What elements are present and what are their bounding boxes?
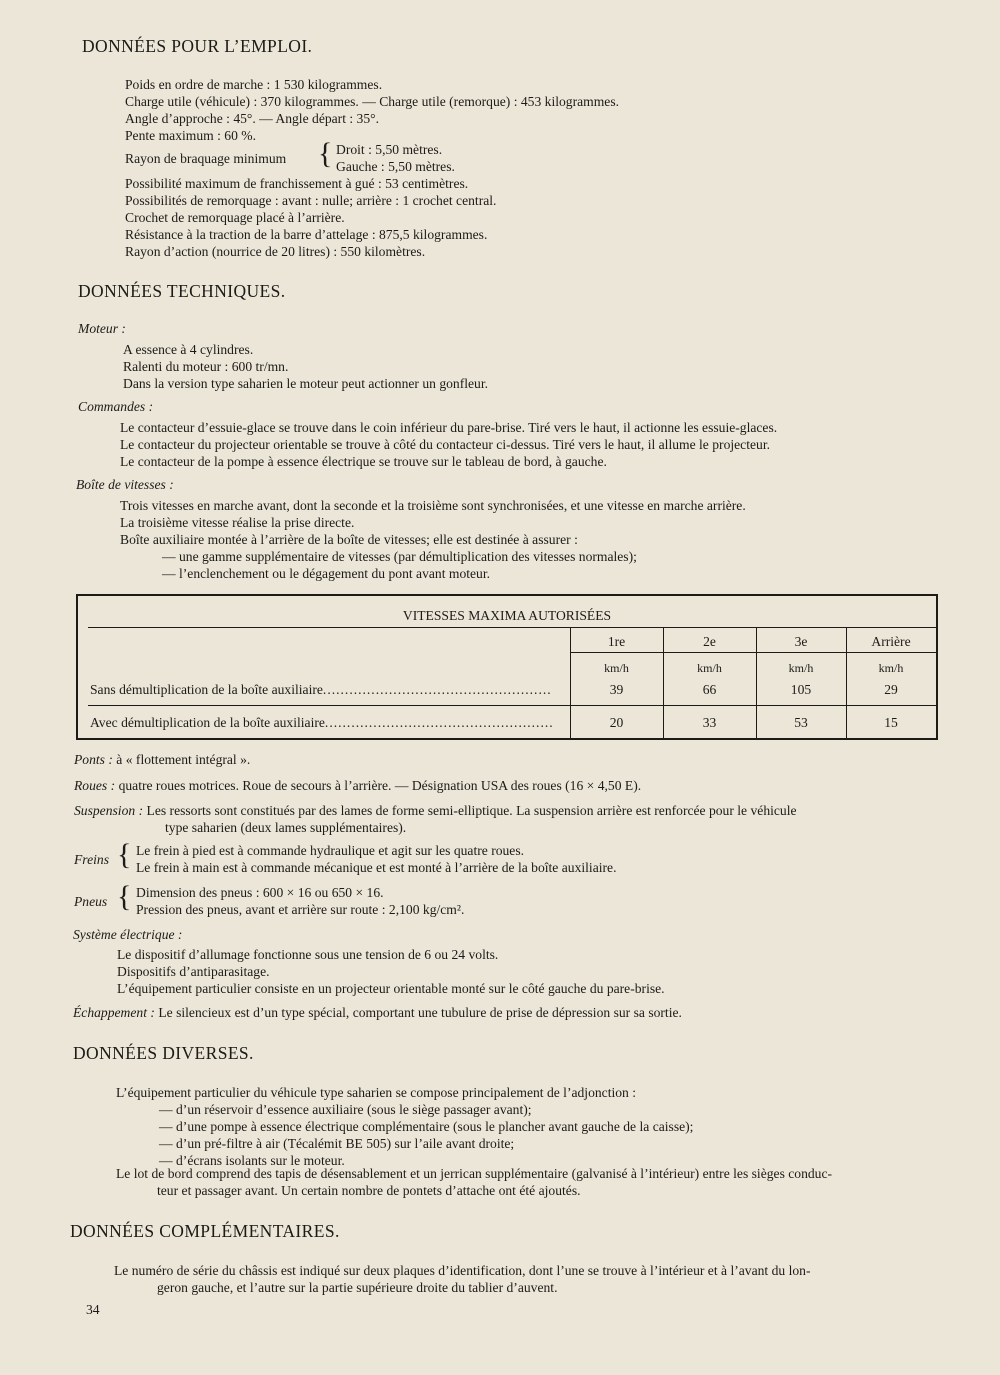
header-rule	[570, 652, 936, 653]
commandes-line: Le contacteur de la pompe à essence électrique se trouve sur le tableau de bord, à gauche.	[120, 454, 607, 469]
emploi-line: Crochet de remorquage placé à l’arrière.	[125, 210, 345, 225]
table-row-label	[90, 681, 568, 698]
emploi-line: Charge utile (véhicule) : 370 kilogrammes. — Charge utile (remorque) : 453 kilogrammes.	[125, 94, 620, 109]
boite-line: La troisième vitesse réalise la prise directe.	[120, 515, 355, 530]
section-title-diverses: DONNÉES DIVERSES.	[73, 1043, 254, 1063]
elec-label: Système électrique :	[73, 927, 183, 942]
commandes-label: Commandes :	[78, 399, 154, 414]
pneus-line: Dimension des pneus : 600 × 16 ou 650 × 16.	[136, 885, 384, 900]
section-title-emploi: DONNÉES POUR L’EMPLOI.	[82, 36, 313, 56]
table-cell: 39	[609, 682, 624, 697]
freins-label: Freins	[74, 852, 109, 867]
roues-label: Roues :	[74, 778, 116, 793]
diverses-item: — d’un réservoir d’essence auxiliaire (sous le siège passager avant);	[159, 1102, 532, 1117]
header-3e: 3e	[794, 634, 808, 649]
suspension-line	[74, 802, 797, 819]
emploi-block-2	[125, 175, 496, 260]
elec-block	[117, 946, 665, 997]
emploi-line: Pente maximum : 60 %.	[125, 128, 257, 143]
row-label-text: Avec démultiplication de la boîte auxiliaire	[90, 715, 325, 730]
emploi-line: Résistance à la traction de la barre d’attelage : 875,5 kilogrammes.	[125, 227, 488, 242]
leader-dots: ....................................................	[322, 682, 552, 697]
emploi-line: Possibilités de remorquage : avant : nulle; arrière : 1 crochet central.	[125, 193, 497, 208]
elec-line: Dispositifs d’antiparasitage.	[117, 964, 270, 979]
table-cell: 105	[790, 682, 812, 697]
emploi-block	[125, 76, 619, 144]
table-rule	[88, 627, 936, 628]
brace-icon: {	[318, 137, 333, 170]
ponts-line	[74, 751, 250, 768]
header-2e: 2e	[703, 634, 716, 649]
rayon-droit: Droit : 5,50 mètres.	[336, 142, 443, 157]
emploi-line: Poids en ordre de marche : 1 530 kilogrammes.	[125, 77, 383, 92]
unit-cell: km/h	[878, 661, 904, 675]
lot-line-2: teur et passager avant. Un certain nombre de pontets d’attache ont été ajoutés.	[157, 1183, 581, 1198]
boite-item: — une gamme supplémentaire de vitesses (par démultiplication des vitesses normales);	[162, 549, 637, 564]
table-cell: 20	[609, 715, 624, 730]
table-cell: 15	[884, 715, 898, 730]
suspension-text-2: type saharien (deux lames supplémentaires).	[165, 820, 407, 835]
boite-block	[120, 497, 746, 548]
row-label-text: Sans démultiplication de la boîte auxiliaire	[90, 682, 323, 697]
rayon-values	[336, 141, 455, 175]
pneus-label: Pneus	[74, 894, 108, 909]
unit-cell: km/h	[697, 661, 722, 675]
complementaires-line-2: geron gauche, et l’autre sur la partie supérieure droite du tablier d’auvent.	[157, 1280, 558, 1295]
ponts-text: à « flottement intégral ».	[116, 752, 251, 767]
echappement-label: Échappement :	[73, 1005, 155, 1020]
commandes-line: Le contacteur d’essuie-glace se trouve dans le coin inférieur du pare-brise. Tiré vers le haut, il actionne les essuie-glaces.	[120, 420, 778, 435]
moteur-block	[123, 341, 488, 392]
boite-item: — l’enclenchement ou le dégagement du pont avant moteur.	[162, 566, 491, 581]
table-cell: 66	[702, 682, 717, 697]
boite-line: Trois vitesses en marche avant, dont la seconde et la troisième sont synchronisées, et une vitesse en marche arrière.	[120, 498, 746, 513]
boite-items	[162, 548, 637, 582]
emploi-line: Rayon d’action (nourrice de 20 litres) : 550 kilomètres.	[125, 244, 426, 259]
diverses-item: — d’un pré-filtre à air (Técalémit BE 505) sur l’aile avant droite;	[159, 1136, 515, 1151]
page-number: 34	[86, 1302, 100, 1317]
rayon-label: Rayon de braquage minimum	[125, 151, 287, 166]
diverses-intro: L’équipement particulier du véhicule type saharien se compose principalement de l’adjonction :	[116, 1085, 637, 1100]
lot-line-1: Le lot de bord comprend des tapis de désensablement et un jerrican supplémentaire (galvanisé à l’intérieur) entre les sièges conduc-	[116, 1166, 833, 1181]
table-title: VITESSES MAXIMA AUTORISÉES	[402, 608, 612, 623]
brace-icon: {	[117, 838, 132, 871]
freins-line: Le frein à main est à commande mécanique et est monté à l’arrière de la boîte auxiliaire.	[136, 860, 617, 875]
brace-icon: {	[117, 880, 132, 913]
row-rule	[88, 705, 936, 706]
table-cell: 53	[794, 715, 808, 730]
speeds-table	[76, 594, 938, 740]
freins-block	[136, 842, 616, 876]
elec-line: Le dispositif d’allumage fonctionne sous une tension de 6 ou 24 volts.	[117, 947, 499, 962]
moteur-line: A essence à 4 cylindres.	[123, 342, 254, 357]
roues-line	[74, 777, 641, 794]
unit-cell: km/h	[604, 661, 629, 675]
commandes-block	[120, 419, 777, 470]
rayon-gauche: Gauche : 5,50 mètres.	[336, 159, 455, 174]
header-arriere: Arrière	[871, 634, 911, 649]
boite-label: Boîte de vitesses :	[76, 477, 174, 492]
diverses-item: — d’une pompe à essence électrique complémentaire (sous le plancher avant gauche de la caisse);	[159, 1119, 694, 1134]
moteur-label: Moteur :	[78, 321, 126, 336]
pneus-line: Pression des pneus, avant et arrière sur route : 2,100 kg/cm².	[136, 902, 465, 917]
commandes-line: Le contacteur du projecteur orientable se trouve à côté du contacteur ci-dessus. Tiré vers le haut, il allume le projecteur.	[120, 437, 770, 452]
section-title-techniques: DONNÉES TECHNIQUES.	[78, 281, 286, 301]
freins-line: Le frein à pied est à commande hydraulique et agit sur les quatre roues.	[136, 843, 525, 858]
emploi-line: Possibilité maximum de franchissement à gué : 53 centimètres.	[125, 176, 469, 191]
suspension-label: Suspension :	[74, 803, 144, 818]
complementaires-line-1: Le numéro de série du châssis est indiqué sur deux plaques d’identification, dont l’une se trouve à l’intérieur et à l’avant du lon-	[114, 1263, 811, 1278]
leader-dots: ....................................................	[324, 715, 554, 730]
diverses-items	[159, 1101, 693, 1169]
diverses-item: — d’écrans isolants sur le moteur.	[159, 1153, 345, 1168]
table-cell: 29	[884, 682, 898, 697]
table-row-label	[90, 714, 568, 731]
header-1re: 1re	[607, 634, 626, 649]
echappement-text: Le silencieux est d’un type spécial, comportant une tubulure de prise de dépression sur sa sortie.	[158, 1005, 682, 1020]
echappement-line	[73, 1004, 682, 1021]
moteur-line: Ralenti du moteur : 600 tr/mn.	[123, 359, 289, 374]
elec-line: L’équipement particulier consiste en un projecteur orientable monté sur le côté gauche du pare-brise.	[117, 981, 665, 996]
suspension-text: Les ressorts sont constitués par des lames de forme semi-elliptique. La suspension arrière est renforcée pour le véhicule	[146, 803, 797, 818]
moteur-line: Dans la version type saharien le moteur peut actionner un gonfleur.	[123, 376, 489, 391]
roues-text: quatre roues motrices. Roue de secours à l’arrière. — Désignation USA des roues (16 × 4,50 E).	[118, 778, 642, 793]
table-cell: 33	[702, 715, 717, 730]
section-title-complementaires: DONNÉES COMPLÉMENTAIRES.	[70, 1221, 340, 1241]
boite-line: Boîte auxiliaire montée à l’arrière de la boîte de vitesses; elle est destinée à assurer :	[120, 532, 578, 547]
ponts-label: Ponts :	[74, 752, 113, 767]
emploi-line: Angle d’approche : 45°. — Angle départ : 35°.	[125, 111, 379, 126]
pneus-block	[136, 884, 464, 918]
unit-cell: km/h	[788, 661, 814, 675]
